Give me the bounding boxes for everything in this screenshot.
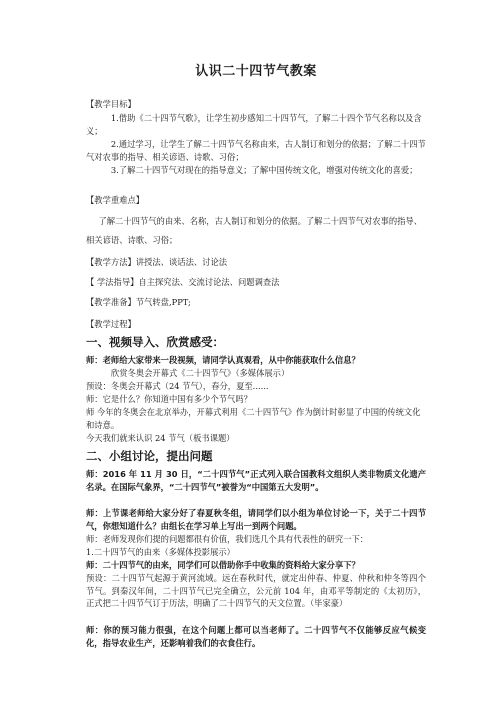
- s1-question: 师：它是什么？你知道中国有多少个节气吗？: [86, 394, 252, 404]
- s1-today-line: 今天我们就来认识 24 节气（板书课题）: [86, 433, 235, 443]
- document-title: 认识二十四节气教案: [195, 64, 317, 79]
- teaching-methods: 【教学方法】讲授法、谈话法、讨论法: [86, 257, 228, 267]
- teaching-preparation: 【教学准备】节气转盘,PPT;: [86, 297, 191, 307]
- goal-2: 2.通过学习，让学生了解二十四节气名称由来，古人制订和划分的依据；了解二十四节气对农事的指导、相关谚语、诗歌、习俗；: [86, 139, 426, 162]
- s1-teacher-line: 师：老师给大家带来一段视频，请同学认真观看，从中你能获取什么信息？: [86, 355, 360, 365]
- study-guidance: 【 学法指导】自主探究法、交流讨论法、问题调查法: [86, 277, 280, 287]
- s2-paragraph-5: 师：二十四节气的由来，同学们可以借助你手中收集的资料给大家分享下？: [86, 560, 360, 570]
- s2-paragraph-2: 师：上节课老师给大家分好了春夏秋冬组，请同学们以小组为单位讨论一下，关于二十四节气，你想知道什么？由组长在学习单上写出一到两个问题。: [86, 508, 426, 531]
- keypoints-text: 了解二十四节气的由来、名称，古人制订和划分的依据。了解二十四节气对农事的指导、相关谚语、诗歌、习俗；: [86, 216, 423, 245]
- s2-paragraph-7: 师：你的预习能力很强，在这个问题上都可以当老师了。二十四节气不仅能够反应气候变化，指导农业生产，还影响着我们的衣食住行。: [86, 625, 426, 648]
- process-label: 【教学过程】: [86, 319, 136, 329]
- section-2-heading: 二、小组讨论，提出问题: [86, 449, 213, 463]
- s2-paragraph-6: 预设：二十四节气起源于黄河流域。远在春秋时代，就定出仲春、仲夏、仲秋和仲冬等四个节气。到秦汉年间，二十四节气已完全确立，公元前 104 年，由邓平等制定的《太初历》，正式把二十四节气订于历法，明确了二十四节气的天文位置。（毕家豪）: [86, 573, 426, 608]
- s2-paragraph-1: 师：2016 年 11 月 30 日，“二十四节气”正式列入联合国教科文组织人类非物质文化遗产名录。在国际气象界，“二十四节气”被誉为“中国第五大发明”。: [86, 469, 426, 492]
- s2-paragraph-3: 师：老师发现你们提的问题都很有价值，我们选几个具有代表性的研究一下：: [86, 534, 369, 544]
- goal-1: 1.借助《二十四节气歌》，让学生初步感知二十四节气，了解二十四个节气名称以及含义；: [86, 113, 422, 136]
- goals-label: 【教学目标】: [86, 99, 136, 109]
- s1-expected-answer: 预设：冬奥会开幕式（24 节气），春分，夏至......: [86, 381, 269, 391]
- s1-media-line: 欣赏冬奥会开幕式《二十四节气》（多媒体展示）: [110, 368, 290, 378]
- goal-3: 3.了解二十四节气对现在的指导意义；了解中国传统文化，增强对传统文化的喜爱；: [110, 165, 418, 175]
- s2-subheading-origin: 1.二十四节气的由来（多媒体投影展示）: [86, 547, 235, 557]
- keypoints-label: 【教学重难点】: [86, 195, 145, 205]
- s1-paragraph: 师 今年的冬奥会在北京举办，开幕式利用《二十四节气》作为倒计时彰显了中国的传统文化和诗意。: [86, 407, 421, 430]
- section-1-heading: 一、视频导入、欣赏感受：: [86, 335, 224, 349]
